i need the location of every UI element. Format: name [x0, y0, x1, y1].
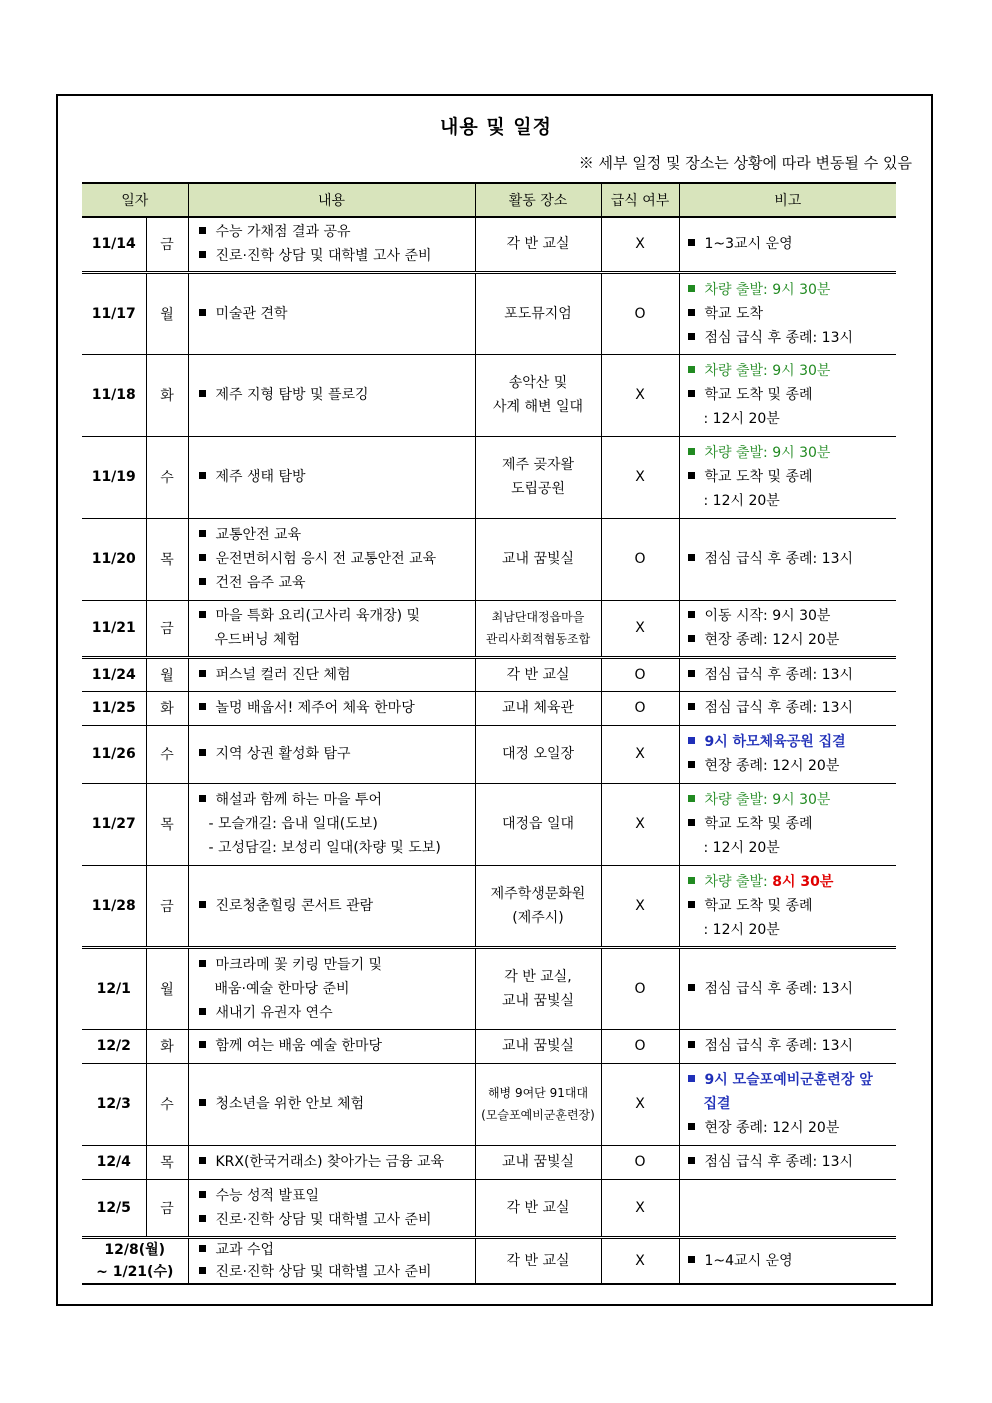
row-meal: X: [601, 725, 679, 783]
row-date: 12/2: [82, 1029, 146, 1063]
row-meal: O: [601, 518, 679, 600]
row-content: 제주 생태 탐방: [188, 436, 475, 518]
row-content: 제주 지형 탐방 및 플로깅: [188, 354, 475, 436]
bullet-icon: [199, 554, 206, 561]
bullet-icon: [199, 1191, 206, 1198]
row-place: 대정 오일장: [475, 725, 601, 783]
row-remarks: 차량 출발: 9시 30분 학교 도착 점심 급식 후 종례: 13시: [679, 272, 896, 354]
row-content: 미술관 견학: [188, 272, 475, 354]
row-day: 금: [146, 865, 188, 947]
row-place: 포도뮤지엄: [475, 272, 601, 354]
row-meal: X: [601, 600, 679, 657]
row-place: 교내 꿈빛실: [475, 518, 601, 600]
row-content: 교통안전 교육 운전면허시험 응시 전 교통안전 교육 건전 음주 교육: [188, 518, 475, 600]
table-row: [82, 657, 896, 691]
row-place: 제주학생문화원 (제주시): [475, 865, 601, 947]
table-row: [82, 947, 896, 1029]
row-remarks: 차량 출발: 9시 30분 학교 도착 및 종례 : 12시 20분: [679, 783, 896, 865]
row-remarks: 점심 급식 후 종례: 13시: [679, 657, 896, 691]
header-date: 일자: [82, 183, 188, 217]
table-row: [82, 272, 896, 354]
bullet-icon: [688, 309, 695, 316]
row-remarks: 점심 급식 후 종례: 13시: [679, 947, 896, 1029]
bullet-icon: [688, 703, 695, 710]
row-place: 최남단대정읍마을 관리사회적협동조합: [475, 600, 601, 657]
row-meal: X: [601, 1179, 679, 1237]
row-content: 해설과 함께 하는 마을 투어 - 모슬개길: 읍내 일대(도보) - 고성담길: 보성리 일대(차량 및 도보): [188, 783, 475, 865]
schedule-note: ※ 세부 일정 및 장소는 상황에 따라 변동될 수 있음: [578, 154, 912, 172]
row-date: 12/1: [82, 947, 146, 1029]
row-place: 제주 곶자왈 도립공원: [475, 436, 601, 518]
bullet-icon: [199, 1099, 206, 1106]
row-day: 금: [146, 600, 188, 657]
table-header: [82, 183, 896, 217]
bullet-icon: [199, 1157, 206, 1164]
bullet-icon: [199, 530, 206, 537]
table-row: [82, 691, 896, 725]
bullet-icon: [688, 285, 695, 292]
row-day: 월: [146, 947, 188, 1029]
row-day: 목: [146, 1145, 188, 1179]
bullet-icon: [199, 578, 206, 585]
row-place: 대정읍 일대: [475, 783, 601, 865]
row-remarks: 점심 급식 후 종례: 13시: [679, 1029, 896, 1063]
bullet-icon: [199, 1041, 206, 1048]
row-place: 각 반 교실: [475, 217, 601, 272]
bullet-icon: [199, 309, 206, 316]
row-remarks: 차량 출발: 8시 30분 학교 도착 및 종례 : 12시 20분: [679, 865, 896, 947]
schedule-table: [82, 182, 896, 1285]
row-meal: O: [601, 272, 679, 354]
bullet-icon: [199, 227, 206, 234]
bullet-icon: [199, 749, 206, 756]
table-row: [82, 217, 896, 272]
table-row: [82, 600, 896, 657]
bullet-icon: [199, 1245, 206, 1252]
bullet-icon: [688, 611, 695, 618]
row-content: 지역 상권 활성화 탐구: [188, 725, 475, 783]
row-day: 화: [146, 354, 188, 436]
bullet-icon: [688, 984, 695, 991]
row-remarks: 점심 급식 후 종례: 13시: [679, 1145, 896, 1179]
row-remarks: 차량 출발: 9시 30분 학교 도착 및 종례 : 12시 20분: [679, 354, 896, 436]
table-row: [82, 865, 896, 947]
header-remarks: 비고: [679, 183, 896, 217]
bullet-icon: [688, 239, 695, 246]
row-day: 화: [146, 1029, 188, 1063]
row-place: 교내 꿈빛실: [475, 1029, 601, 1063]
bullet-icon: [688, 635, 695, 642]
row-meal: X: [601, 865, 679, 947]
bullet-icon: [199, 1008, 206, 1015]
row-day: 금: [146, 217, 188, 272]
row-meal: O: [601, 657, 679, 691]
table-row: [82, 354, 896, 436]
header-place: 활동 장소: [475, 183, 601, 217]
bullet-icon: [199, 251, 206, 258]
row-remarks: 9시 하모체육공원 집결 현장 종례: 12시 20분: [679, 725, 896, 783]
row-place: 각 반 교실, 교내 꿈빛실: [475, 947, 601, 1029]
row-date: 11/17: [82, 272, 146, 354]
row-date: 11/24: [82, 657, 146, 691]
row-place: 각 반 교실: [475, 657, 601, 691]
row-meal: X: [601, 354, 679, 436]
table-row: [82, 1063, 896, 1145]
bullet-icon: [688, 448, 695, 455]
row-content: 진로청춘힐링 콘서트 관람: [188, 865, 475, 947]
table-row: [82, 436, 896, 518]
bullet-icon: [199, 795, 206, 802]
row-content: 청소년을 위한 안보 체험: [188, 1063, 475, 1145]
header-content: 내용: [188, 183, 475, 217]
row-place: 각 반 교실: [475, 1237, 601, 1284]
row-date: 11/27: [82, 783, 146, 865]
bullet-icon: [199, 390, 206, 397]
bullet-icon: [688, 1075, 695, 1082]
row-date: 11/14: [82, 217, 146, 272]
row-date: 11/28: [82, 865, 146, 947]
row-content: KRX(한국거래소) 찾아가는 금융 교육: [188, 1145, 475, 1179]
bullet-icon: [688, 390, 695, 397]
bullet-icon: [199, 1215, 206, 1222]
row-remarks: 이동 시작: 9시 30분 현장 종례: 12시 20분: [679, 600, 896, 657]
row-date: 12/3: [82, 1063, 146, 1145]
table-row: [82, 783, 896, 865]
row-meal: X: [601, 1063, 679, 1145]
bullet-icon: [199, 611, 206, 618]
row-date: 11/18: [82, 354, 146, 436]
row-place: 각 반 교실: [475, 1179, 601, 1237]
bullet-icon: [688, 737, 695, 744]
row-date: 11/25: [82, 691, 146, 725]
bullet-icon: [688, 670, 695, 677]
row-place: 송악산 및 사계 해변 일대: [475, 354, 601, 436]
row-date: 12/5: [82, 1179, 146, 1237]
row-meal: O: [601, 947, 679, 1029]
row-meal: X: [601, 1237, 679, 1284]
bullet-icon: [688, 1041, 695, 1048]
row-content: 함께 여는 배움 예술 한마당: [188, 1029, 475, 1063]
bullet-icon: [688, 901, 695, 908]
row-meal: O: [601, 691, 679, 725]
table-row: [82, 1179, 896, 1237]
row-content: 퍼스널 컬러 진단 체험: [188, 657, 475, 691]
row-day: 월: [146, 657, 188, 691]
row-content: 놀멍 배웁서! 제주어 체육 한마당: [188, 691, 475, 725]
row-day: 수: [146, 436, 188, 518]
header-meal: 급식 여부: [601, 183, 679, 217]
row-content: 수능 가채점 결과 공유 진로·진학 상담 및 대학별 고사 준비: [188, 217, 475, 272]
row-day: 화: [146, 691, 188, 725]
row-date: 12/8(월) ~ 1/21(수): [82, 1237, 188, 1284]
bullet-icon: [199, 1267, 206, 1274]
row-date: 11/19: [82, 436, 146, 518]
row-meal: X: [601, 436, 679, 518]
bullet-icon: [199, 670, 206, 677]
table-row: [82, 725, 896, 783]
row-remarks: 차량 출발: 9시 30분 학교 도착 및 종례 : 12시 20분: [679, 436, 896, 518]
row-meal: O: [601, 1145, 679, 1179]
bullet-icon: [688, 554, 695, 561]
bullet-icon: [688, 1123, 695, 1130]
row-meal: X: [601, 217, 679, 272]
row-date: 11/21: [82, 600, 146, 657]
row-day: 금: [146, 1179, 188, 1237]
row-remarks: 1~3교시 운영: [679, 217, 896, 272]
row-date: 11/26: [82, 725, 146, 783]
bullet-icon: [199, 703, 206, 710]
row-day: 목: [146, 518, 188, 600]
row-content: 수능 성적 발표일 진로·진학 상담 및 대학별 고사 준비: [188, 1179, 475, 1237]
row-date: 12/4: [82, 1145, 146, 1179]
row-meal: O: [601, 1029, 679, 1063]
page-title: 내용 및 일정: [440, 116, 552, 138]
bullet-icon: [199, 901, 206, 908]
bullet-icon: [199, 472, 206, 479]
row-place: 교내 꿈빛실: [475, 1145, 601, 1179]
row-remarks: 점심 급식 후 종례: 13시: [679, 691, 896, 725]
row-remarks: [679, 1179, 896, 1237]
table-row: [82, 1145, 896, 1179]
row-remarks: 9시 모슬포예비군훈련장 앞 집결 현장 종례: 12시 20분: [679, 1063, 896, 1145]
table-row: [82, 1029, 896, 1063]
table-row: [82, 1237, 896, 1284]
table-row: [82, 518, 896, 600]
bullet-icon: [688, 819, 695, 826]
bullet-icon: [688, 472, 695, 479]
row-date: 11/20: [82, 518, 146, 600]
row-day: 수: [146, 1063, 188, 1145]
row-content: 마크라메 꽃 키링 만들기 및 배움·예술 한마당 준비 새내기 유권자 연수: [188, 947, 475, 1029]
bullet-icon: [688, 761, 695, 768]
row-day: 목: [146, 783, 188, 865]
row-day: 수: [146, 725, 188, 783]
bullet-icon: [688, 1256, 695, 1263]
bullet-icon: [688, 1157, 695, 1164]
row-content: 마을 특화 요리(고사리 육개장) 및 우드버닝 체험: [188, 600, 475, 657]
bullet-icon: [688, 877, 695, 884]
row-remarks: 1~4교시 운영: [679, 1237, 896, 1284]
bullet-icon: [688, 795, 695, 802]
row-meal: X: [601, 783, 679, 865]
bullet-icon: [199, 960, 206, 967]
row-content: 교과 수업 진로·진학 상담 및 대학별 고사 준비: [188, 1237, 475, 1284]
row-day: 월: [146, 272, 188, 354]
row-place: 해병 9여단 91대대 (모슬포예비군훈련장): [475, 1063, 601, 1145]
row-place: 교내 체육관: [475, 691, 601, 725]
bullet-icon: [688, 366, 695, 373]
row-remarks: 점심 급식 후 종례: 13시: [679, 518, 896, 600]
bullet-icon: [688, 333, 695, 340]
